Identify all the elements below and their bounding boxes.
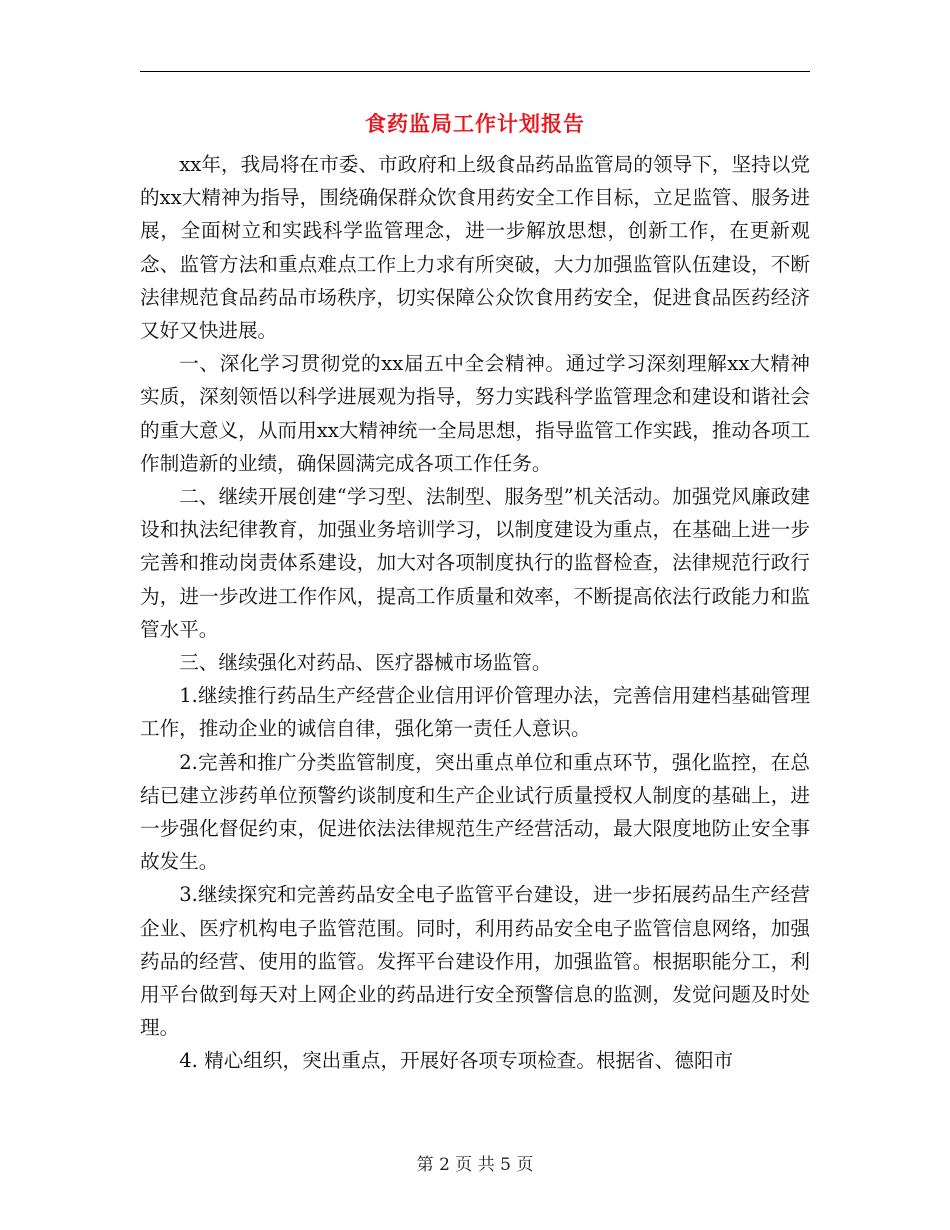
paragraph-intro: xx年，我局将在市委、市政府和上级食品药品监管局的领导下，坚持以党的xx大精神为指导，围绕确保群众饮食用药安全工作目标，立足监管、服务进展，全面树立和实践科学监管理念，进一步解放思想，创新工作，在更新观念、监管方法和重点难点工作上力求有所突破，大力加强监管队伍建设，不断法律规范食品药品市场秩序，切实保障公众饮食用药安全，促进食品医药经济又好又快进展。	[140, 153, 810, 343]
document-body	[140, 148, 810, 1078]
paragraph-item-4: 4. 精心组织，突出重点，开展好各项专项检查。根据省、德阳市	[179, 1049, 734, 1073]
paragraph-item-1: 1.继续推行药品生产经营企业信用评价管理办法，完善信用建档基础管理工作，推动企业的诚信自律，强化第一责任人意识。	[140, 684, 810, 741]
paragraph-section-3: 三、继续强化对药品、医疗器械市场监管。	[179, 651, 552, 675]
page-number-footer: 第 2 页 共 5 页	[416, 1155, 534, 1175]
document-title: 食药监局工作计划报告	[365, 111, 585, 136]
paragraph-section-1: 一、深化学习贯彻党的xx届五中全会精神。通过学习深刻理解xx大精神实质，深刻领悟以科学进展观为指导，努力实践科学监管理念和建设和谐社会的重大意义，从而用xx大精神统一全局思想，指导监管工作实践，推动各项工作制造新的业绩，确保圆满完成各项工作任务。	[140, 352, 810, 475]
paragraph-section-2: 二、继续开展创建“学习型、法制型、服务型”机关活动。加强党风廉政建设和执法纪律教育，加强业务培训学习，以制度建设为重点，在基础上进一步完善和推动岗责体系建设，加大对各项制度执行的监督检查，法律规范行政行为，进一步改进工作作风，提高工作质量和效率，不断提高依法行政能力和监管水平。	[140, 485, 810, 641]
paragraph-item-2: 2.完善和推广分类监管制度，突出重点单位和重点环节，强化监控，在总结已建立涉药单位预警约谈制度和生产企业试行质量授权人制度的基础上，进一步强化督促约束，促进依法法律规范生产经营活动，最大限度地防止安全事故发生。	[140, 750, 810, 874]
header-rule	[140, 71, 810, 72]
paragraph-item-3: 3.继续探究和完善药品安全电子监管平台建设，进一步拓展药品生产经营企业、医疗机构电子监管范围。同时，利用药品安全电子监管信息网络，加强药品的经营、使用的监管。发挥平台建设作用，加强监管。根据职能分工，利用平台做到每天对上网企业的药品进行安全预警信息的监测，发觉问题及时处理。	[140, 883, 810, 1040]
